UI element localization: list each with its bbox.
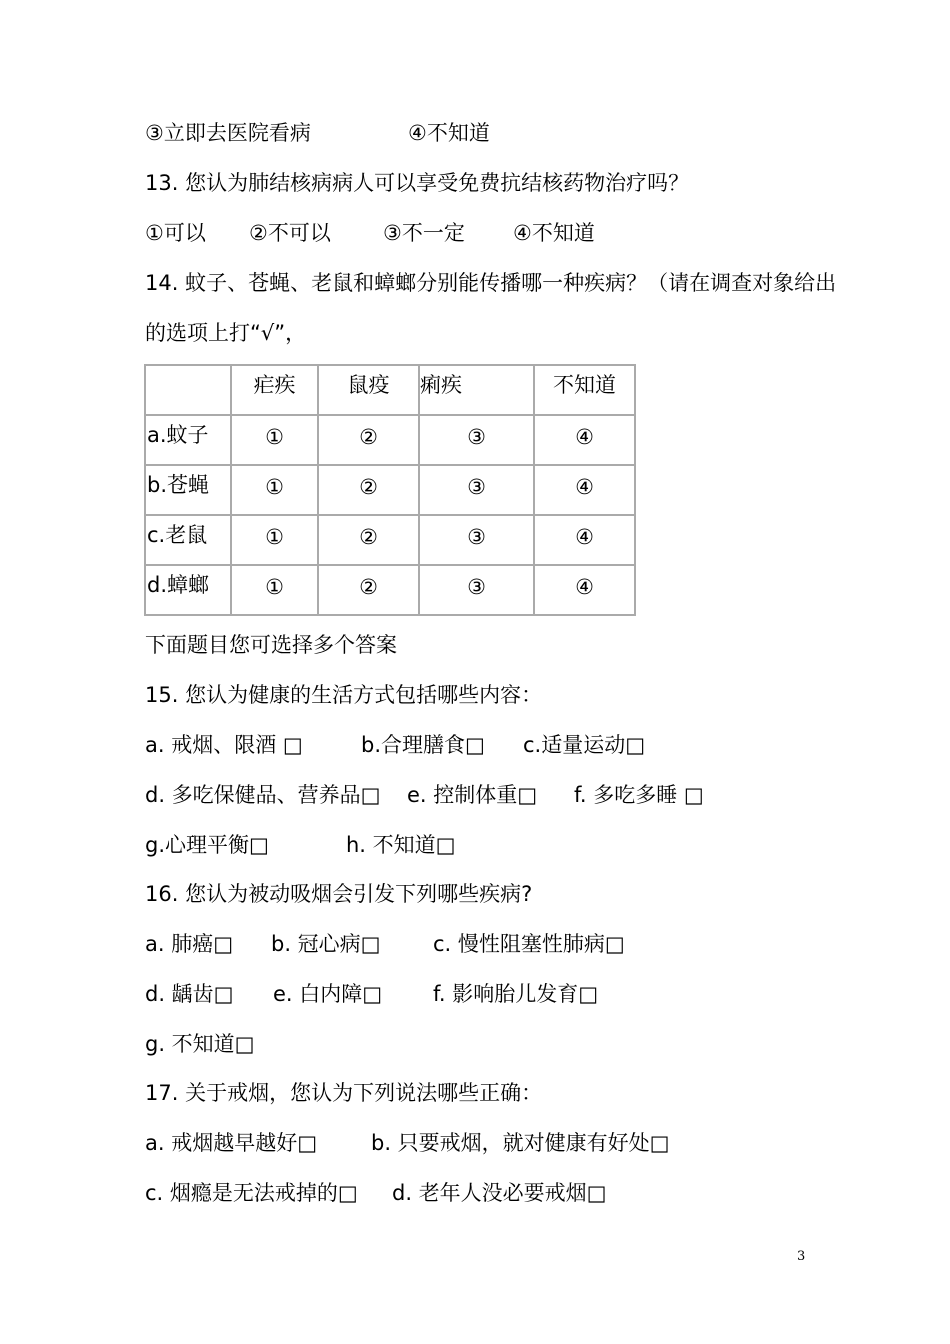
table-cell-option[interactable]: ② — [318, 515, 419, 565]
table-header-plague: 鼠疫 — [318, 365, 419, 415]
table-cell-option[interactable]: ③ — [419, 415, 534, 465]
table-cell-option[interactable]: ④ — [534, 565, 635, 615]
q15-option-c[interactable]: c.适量运动□ — [523, 733, 646, 757]
q16-option-c[interactable]: c. 慢性阻塞性肺病□ — [433, 932, 625, 956]
q12-option-4: ④不知道 — [408, 121, 490, 145]
q15-option-h[interactable]: h. 不知道□ — [346, 833, 456, 857]
table-cell-option[interactable]: ① — [231, 515, 318, 565]
q16-option-f[interactable]: f. 影响胎儿发育□ — [433, 982, 599, 1006]
q13-option-3: ③不一定 — [383, 221, 465, 245]
page-number: 3 — [797, 1249, 806, 1264]
table-cell-option[interactable]: ③ — [419, 565, 534, 615]
table-header-unknown: 不知道 — [534, 365, 635, 415]
row-label-mosquito: a.蚊子 — [145, 415, 231, 465]
q15-question: 15. 您认为健康的生活方式包括哪些内容： — [145, 683, 543, 707]
q17-option-b[interactable]: b. 只要戒烟，就对健康有好处□ — [371, 1131, 670, 1155]
table-cell-option[interactable]: ④ — [534, 515, 635, 565]
row-label-rat: c.老鼠 — [145, 515, 231, 565]
q13-option-2: ②不可以 — [249, 221, 331, 245]
table-cell-option[interactable]: ② — [318, 565, 419, 615]
table-header-corner — [145, 365, 231, 415]
table-cell-option[interactable]: ③ — [419, 465, 534, 515]
table-cell-option[interactable]: ④ — [534, 465, 635, 515]
q13-option-4: ④不知道 — [513, 221, 595, 245]
table-cell-option[interactable]: ④ — [534, 415, 635, 465]
q16-option-b[interactable]: b. 冠心病□ — [271, 932, 381, 956]
q16-option-g[interactable]: g. 不知道□ — [145, 1032, 255, 1056]
table-header-dysentery: 痢疾 — [419, 365, 534, 415]
q15-option-b[interactable]: b.合理膳食□ — [361, 733, 485, 757]
table-cell-option[interactable]: ③ — [419, 515, 534, 565]
q17-question: 17. 关于戒烟，您认为下列说法哪些正确： — [145, 1081, 543, 1105]
table-row — [145, 515, 635, 565]
table-cell-option[interactable]: ② — [318, 465, 419, 515]
table-cell-option[interactable]: ① — [231, 465, 318, 515]
q14-question-line2: 的选项上打“√”， — [145, 321, 307, 345]
table-row — [145, 465, 635, 515]
q15-option-f[interactable]: f. 多吃多睡 □ — [574, 783, 704, 807]
q13-option-1: ①可以 — [145, 221, 206, 245]
q17-option-a[interactable]: a. 戒烟越早越好□ — [145, 1131, 318, 1155]
q12-option-3: ③立即去医院看病 — [145, 121, 311, 145]
multi-answer-note: 下面题目您可选择多个答案 — [145, 633, 397, 657]
table-header-malaria: 疟疾 — [231, 365, 318, 415]
q13-question: 13. 您认为肺结核病病人可以享受免费抗结核药物治疗吗？ — [145, 171, 690, 195]
table-header-row — [145, 365, 635, 415]
table-cell-option[interactable]: ② — [318, 415, 419, 465]
table-row — [145, 415, 635, 465]
q16-option-a[interactable]: a. 肺癌□ — [145, 932, 234, 956]
table-row — [145, 565, 635, 615]
q14-disease-table — [144, 364, 636, 616]
q16-option-e[interactable]: e. 白内障□ — [273, 982, 383, 1006]
q14-question-line1: 14. 蚊子、苍蝇、老鼠和蟑螂分别能传播哪一种疾病？（请在调查对象给出 — [145, 271, 837, 295]
q16-question: 16. 您认为被动吸烟会引发下列哪些疾病? — [145, 882, 533, 906]
q15-option-g[interactable]: g.心理平衡□ — [145, 833, 269, 857]
q15-option-a[interactable]: a. 戒烟、限酒 □ — [145, 733, 303, 757]
table-cell-option[interactable]: ① — [231, 415, 318, 465]
q16-option-d[interactable]: d. 龋齿□ — [145, 982, 234, 1006]
row-label-fly: b.苍蝇 — [145, 465, 231, 515]
table-cell-option[interactable]: ① — [231, 565, 318, 615]
q17-option-c[interactable]: c. 烟瘾是无法戒掉的□ — [145, 1181, 358, 1205]
q15-option-e[interactable]: e. 控制体重□ — [407, 783, 538, 807]
q15-option-d[interactable]: d. 多吃保健品、营养品□ — [145, 783, 381, 807]
q17-option-d[interactable]: d. 老年人没必要戒烟□ — [392, 1181, 607, 1205]
row-label-cockroach: d.蟑螂 — [145, 565, 231, 615]
